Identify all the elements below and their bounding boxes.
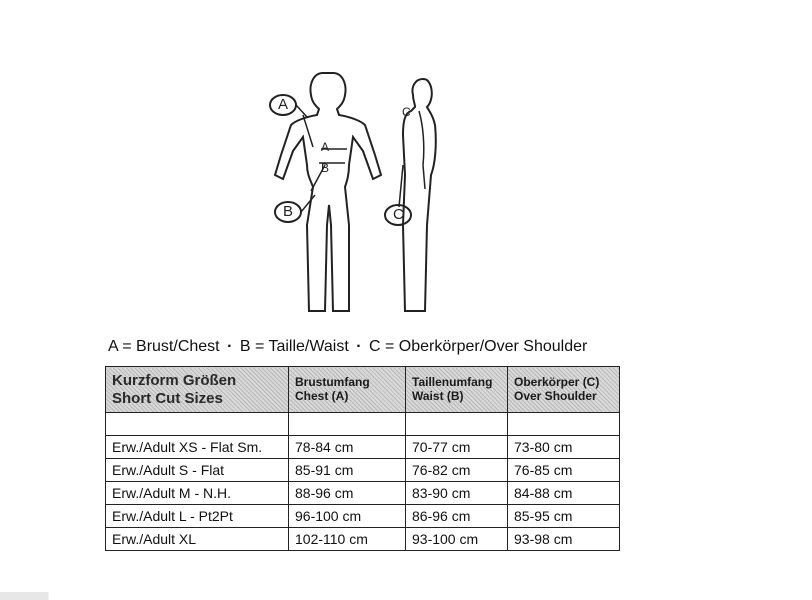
header-line: Taillenumfang	[412, 374, 493, 389]
table-row	[106, 459, 620, 482]
header-waist	[406, 367, 508, 413]
table-cell: 88-96 cm	[289, 482, 406, 505]
legend-waist: B = Taille/Waist	[239, 338, 349, 355]
table-cell: Erw./Adult L - Pt2Pt	[106, 505, 289, 528]
callout-b-label: B	[283, 203, 294, 220]
table-cell: 85-91 cm	[289, 459, 406, 482]
callout-c-label: C	[393, 206, 404, 223]
table-cell: Erw./Adult XL	[106, 528, 289, 551]
header-size	[106, 367, 289, 413]
table-cell: Erw./Adult M - N.H.	[106, 482, 289, 505]
table-cell: 93-98 cm	[508, 528, 620, 551]
header-line: Waist (B)	[412, 388, 464, 403]
table-cell: 86-96 cm	[406, 505, 508, 528]
header-line: Oberkörper (C)	[514, 374, 600, 389]
legend-shoulder: C = Oberkörper/Over Shoulder	[369, 338, 588, 355]
table-cell: 85-95 cm	[508, 505, 620, 528]
table-cell: 70-77 cm	[406, 436, 508, 459]
table-cell: 76-82 cm	[406, 459, 508, 482]
table-row	[106, 482, 620, 505]
legend-chest: A = Brust/Chest	[108, 338, 220, 355]
header-line: Kurzform Größen	[112, 372, 237, 390]
table-row	[106, 528, 620, 551]
table-cell: 84-88 cm	[508, 482, 620, 505]
spacer-row	[106, 413, 620, 436]
legend-separator: ·	[227, 338, 233, 355]
header-line: Over Shoulder	[514, 388, 597, 403]
table-cell: 78-84 cm	[289, 436, 406, 459]
header-shoulder	[508, 367, 620, 413]
table-row	[106, 505, 620, 528]
table-cell: Erw./Adult S - Flat	[106, 459, 289, 482]
table-cell: 93-100 cm	[406, 528, 508, 551]
size-table	[105, 366, 620, 551]
legend-separator: ·	[356, 338, 362, 355]
measurement-figure	[255, 65, 455, 327]
table-cell: 73-80 cm	[508, 436, 620, 459]
waist-marker-label: B	[321, 161, 330, 175]
table-cell: 76-85 cm	[508, 459, 620, 482]
shoulder-marker-label: C	[402, 105, 411, 119]
table-cell: 102-110 cm	[289, 528, 406, 551]
table-row	[106, 436, 620, 459]
header-line: Chest (A)	[295, 388, 349, 403]
callout-a-label: A	[278, 96, 289, 113]
table-cell: Erw./Adult XS - Flat Sm.	[106, 436, 289, 459]
header-line: Short Cut Sizes	[112, 389, 223, 407]
table-header-row	[106, 367, 620, 413]
measurement-legend	[108, 338, 587, 356]
header-chest	[289, 367, 406, 413]
chest-marker-label: A	[321, 140, 330, 154]
table-cell: 83-90 cm	[406, 482, 508, 505]
scan-artifact	[0, 592, 812, 600]
table-cell: 96-100 cm	[289, 505, 406, 528]
header-line: Brustumfang	[295, 374, 370, 389]
